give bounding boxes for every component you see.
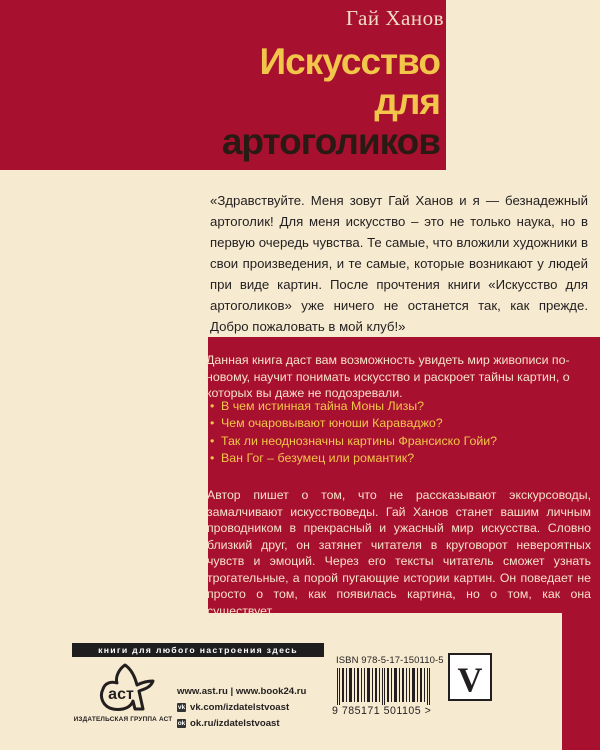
publisher-links	[177, 683, 306, 731]
tagline-bar: книги для любого настроения здесь	[72, 643, 324, 657]
list-item: • Так ли неоднозначны картины Франсиско Гойи?	[210, 433, 590, 450]
bullet-icon: •	[210, 416, 215, 431]
author-quote: «Здравствуйте. Меня зовут Гай Ханов и я — безнадежный артоголик! Для меня искусство – это не только наука, но в первую очередь чувства. Те самые, что вложили художники в свои произведения, и те самые, которые возникают у людей при виде картин. После прочтения книги «Искусство для артоголиков» уже ничего не останется так, как прежде. Добро пожаловать в мой клуб!»	[210, 193, 588, 334]
v-logo-icon	[448, 653, 492, 701]
website-links: www.ast.ru | www.book24.ru	[177, 685, 307, 697]
list-item: • Чем очаровывают юноши Караваджо?	[210, 415, 590, 432]
title-line-2: для	[374, 81, 440, 122]
vk-icon: vk	[177, 703, 186, 711]
ok-icon: ok	[177, 719, 186, 727]
isbn: ISBN 978-5-17-150110-5	[336, 655, 444, 666]
bullet-icon: •	[210, 433, 215, 448]
barcode-digits: 9 785171 501105 >	[332, 705, 432, 717]
ast-logo-icon	[91, 663, 157, 713]
vk-link: vk vk.com/izdatelstvoast	[177, 701, 290, 713]
list-item: • Ван Гог – безумец или романтик?	[210, 450, 590, 467]
author-name: Гай Ханов	[345, 6, 444, 30]
publisher-name: ИЗДАТЕЛЬСКАЯ ГРУППА АСТ	[73, 716, 173, 723]
description-paragraph: Автор пишет о том, что не рассказывают экскурсоводы, замалчивают искусствоведы. Гай Ханов станет вашим личным проводником в прекрасный и ужасный мир искусства. Словно близкий друг, он затянет читателя в круговорот невероятных чувств и эмоций. Через его тексты читатель сможет узнать трогательные, а порой пугающие истории картин. Он поведает не просто о том, как появилась картина, но о том, как она существует.	[207, 488, 591, 618]
bullet-icon: •	[210, 450, 215, 465]
question-list	[210, 398, 590, 467]
ast-logo-text: аст	[108, 686, 134, 703]
barcode-icon	[336, 668, 435, 705]
title-line-3: артоголиков	[221, 121, 440, 162]
title-line-1: Искусство	[259, 41, 440, 82]
bullet-icon: •	[210, 399, 215, 413]
book-title	[222, 42, 440, 162]
list-item: • В чем истинная тайна Моны Лизы?	[210, 398, 590, 415]
v-logo-text: V	[457, 661, 483, 700]
ok-link: ok ok.ru/izdatelstvoast	[177, 717, 280, 729]
bottom-red-strip	[562, 613, 600, 750]
intro-paragraph: Данная книга даст вам возможность увидеть мир живописи по-новому, научит понимать искусство и раскроет тайны картин, о которых вы даже не подозревали.	[206, 353, 570, 400]
